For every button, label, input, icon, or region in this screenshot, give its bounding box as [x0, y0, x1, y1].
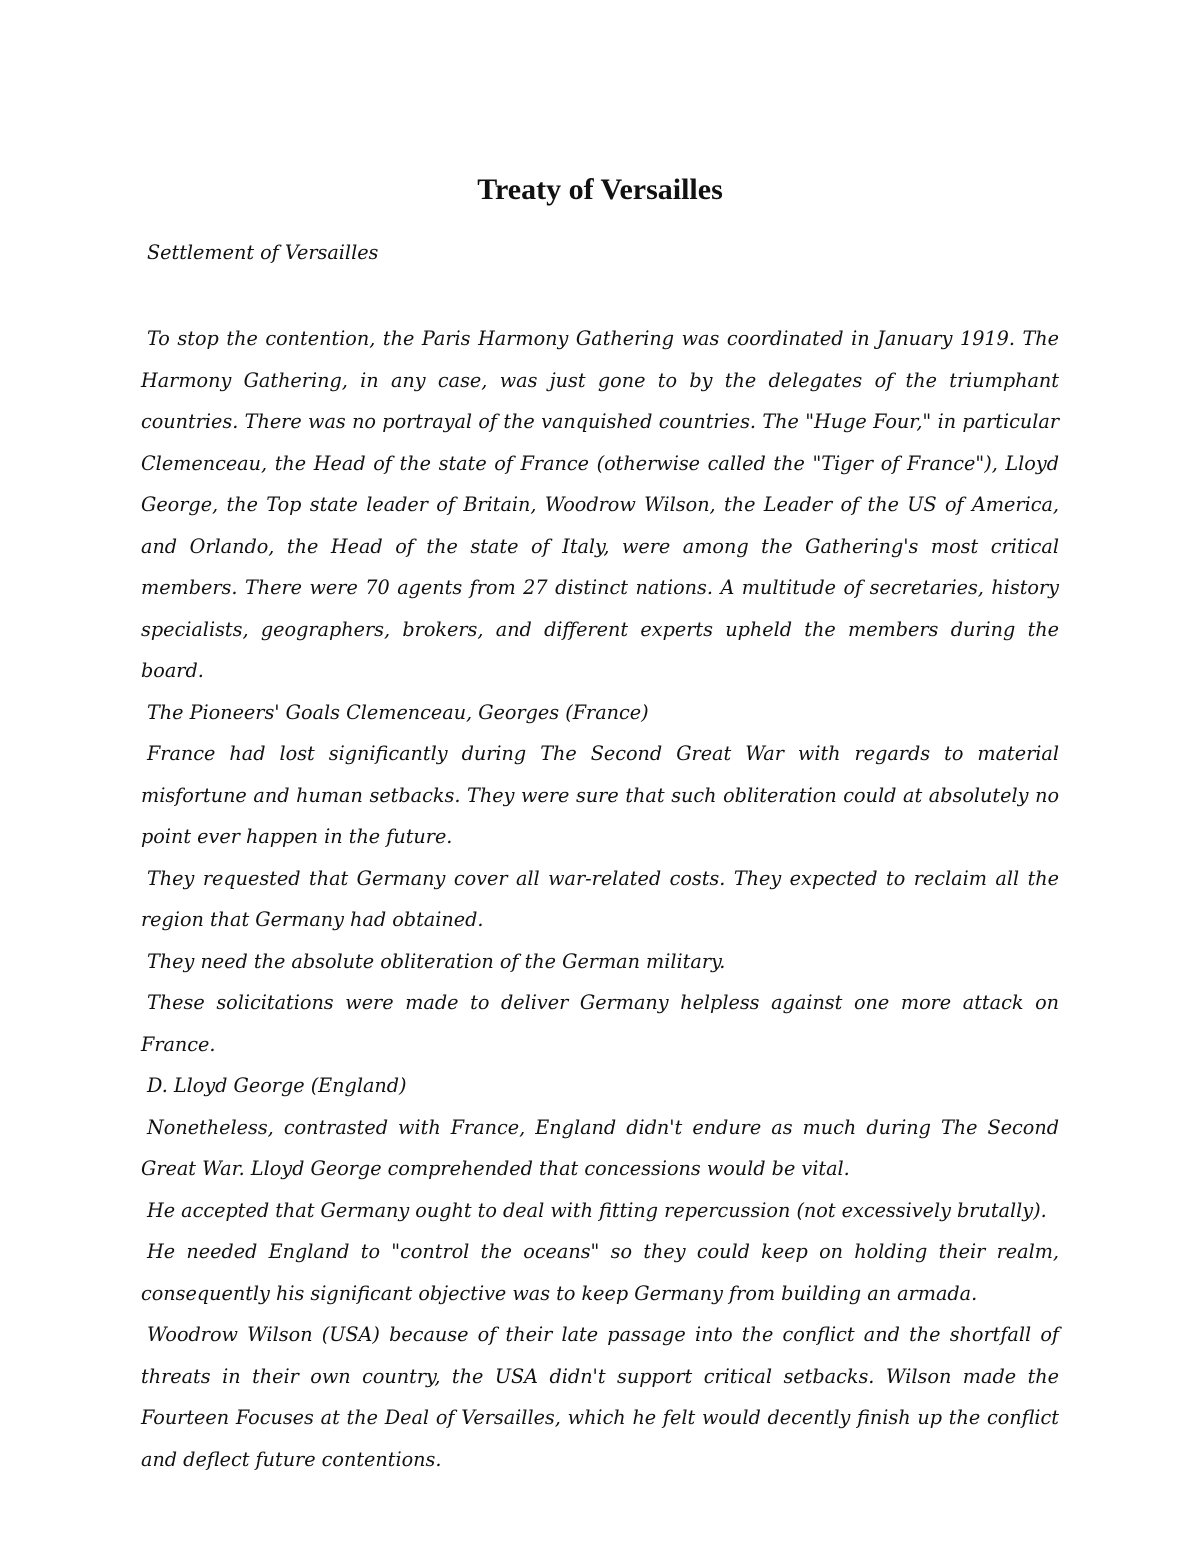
paragraph-control-oceans: He needed England to "control the oceans" so they could keep on holding their realm, consequently his significant objective was to keep Germany from building an armada. [141, 1240, 1059, 1305]
paragraph-france-losses: France had lost significantly during The Second Great War with regards to material misfortune and human setbacks. They were sure that such obliteration could at absolutely no point ever happen in the future. [141, 742, 1059, 848]
document-title: Treaty of Versailles [477, 173, 723, 206]
paragraph-german-military: They need the absolute obliteration of the German military. [147, 949, 726, 973]
paragraph-paris-gathering: To stop the contention, the Paris Harmony Gathering was coordinated in January 1919. The Harmony Gathering, in any case, was just gone to by the delegates of the triumphant countries. There was no portrayal of the vanquished countries. The "Huge Four," in particular Clemenceau, the Head of the state of France (otherwise called the "Tiger of France"), Lloyd George, the Top state leader of Britain, Woodrow Wilson, the Leader of the US of America, and Orlando, the Head of the state of Italy, were among the Gathering's most critical members. There were 70 agents from 27 distinct nations. A multitude of secretaries, history specialists, geographers, brokers, and different experts upheld the members during the board. [141, 327, 1059, 682]
paragraph-woodrow-wilson: Woodrow Wilson (USA) because of their late passage into the conflict and the shortfall of threats in their own country, the USA didn't support critical setbacks. Wilson made the Fourteen Focuses at the Deal of Versailles, which he felt would decently finish up the conflict and deflect future contentions. [141, 1323, 1059, 1471]
paragraph-clemenceau-heading: The Pioneers' Goals Clemenceau, Georges (France) [147, 700, 649, 724]
paragraph-war-costs: They requested that Germany cover all war-related costs. They expected to reclaim all the region that Germany had obtained. [141, 866, 1059, 931]
paragraph-solicitations: These solicitations were made to deliver Germany helpless against one more attack on France. [141, 991, 1059, 1056]
paragraph-repercussion: He accepted that Germany ought to deal with fitting repercussion (not excessively brutally). [147, 1198, 1047, 1222]
paragraph-lloyd-george-heading: D. Lloyd George (England) [147, 1074, 407, 1097]
document-subtitle: Settlement of Versailles [147, 241, 379, 264]
paragraph-england-concessions: Nonetheless, contrasted with France, England didn't endure as much during The Second Great War. Lloyd George comprehended that concessions would be vital. [141, 1115, 1059, 1180]
paragraph-list [141, 318, 1059, 1480]
